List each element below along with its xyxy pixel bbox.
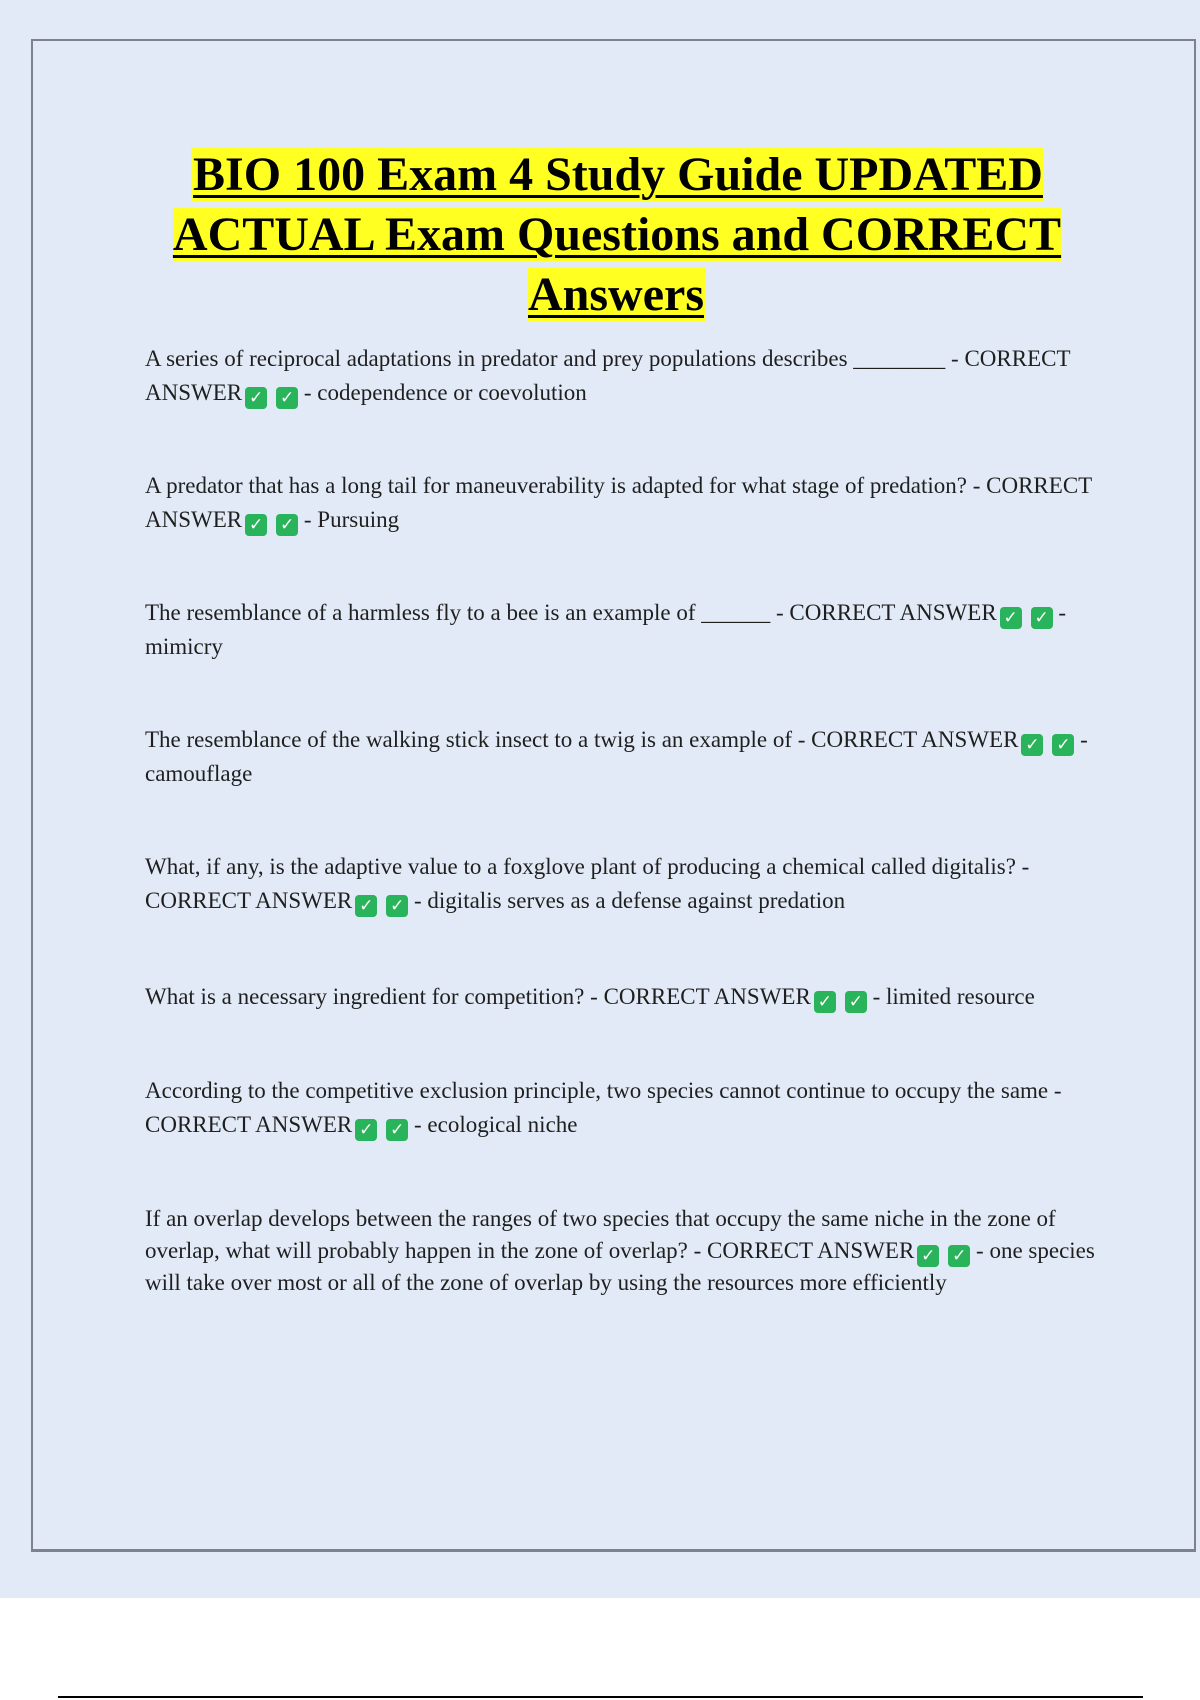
answer-text: mimicry: [145, 634, 223, 659]
qa-item-8: [145, 1203, 1095, 1299]
qa-item-6: [145, 980, 1095, 1014]
check-mark-icon: ✓: [1052, 734, 1074, 756]
qa-item-5: [145, 850, 1095, 918]
check-mark-icon: ✓: [1031, 607, 1053, 629]
check-mark-icon: ✓: [245, 387, 267, 409]
answer-label: CORRECT ANSWER: [145, 473, 1092, 532]
answer-text: ecological niche: [427, 1112, 578, 1137]
answer-label: CORRECT ANSWER: [603, 984, 811, 1009]
question-text: The resemblance of the walking stick insect to a twig is an example of -: [145, 727, 806, 752]
answer-text: camouflage: [145, 761, 253, 786]
answer-text: limited resource: [885, 984, 1035, 1009]
footer-rule: [58, 1696, 1143, 1698]
check-mark-icon: ✓: [948, 1245, 970, 1267]
check-mark-icon: ✓: [845, 991, 867, 1013]
check-mark-icon: ✓: [917, 1245, 939, 1267]
answer-label: CORRECT ANSWER: [145, 888, 353, 913]
answer-label: CORRECT ANSWER: [145, 1112, 353, 1137]
question-text: A predator that has a long tail for maneuverability is adapted for what stage of predation? -: [145, 473, 981, 498]
document-title: [140, 145, 1094, 325]
check-mark-icon: ✓: [276, 514, 298, 536]
answer-separator: -: [303, 507, 312, 532]
answer-separator: -: [303, 380, 312, 405]
answer-text: one species will take over most or all of the zone of overlap by using the resources more efficiently: [145, 1238, 1095, 1295]
question-text: If an overlap develops between the ranges of two species that occupy the same niche in the zone of overlap, what will probably happen in the zone of overlap? -: [145, 1206, 1056, 1263]
check-mark-icon: ✓: [1021, 734, 1043, 756]
check-mark-icon: ✓: [1000, 607, 1022, 629]
title-highlight: BIO 100 Exam 4 Study Guide UPDATED ACTUAL Exam Questions and CORRECT Answers: [172, 148, 1062, 321]
qa-item-2: [145, 469, 1095, 537]
qa-item-1: [145, 342, 1095, 410]
check-mark-icon: ✓: [355, 1119, 377, 1141]
check-mark-icon: ✓: [814, 991, 836, 1013]
answer-label: CORRECT ANSWER: [789, 600, 997, 625]
answer-text: codependence or coevolution: [317, 380, 587, 405]
answer-separator: -: [872, 984, 881, 1009]
check-mark-icon: ✓: [386, 895, 408, 917]
answer-text: Pursuing: [317, 507, 400, 532]
answer-label: CORRECT ANSWER: [707, 1238, 915, 1263]
answer-separator: -: [414, 1112, 422, 1137]
answer-separator: -: [976, 1238, 984, 1263]
answer-text: digitalis serves as a defense against predation: [427, 888, 846, 913]
qa-item-4: [145, 723, 1095, 791]
answer-separator: -: [1080, 727, 1088, 752]
question-text: What, if any, is the adaptive value to a foxglove plant of producing a chemical called digitalis? -: [145, 854, 1030, 879]
question-text: A series of reciprocal adaptations in predator and prey populations describes ________ -: [145, 346, 959, 371]
check-mark-icon: ✓: [386, 1119, 408, 1141]
question-text: The resemblance of a harmless fly to a bee is an example of ______ -: [145, 600, 784, 625]
check-mark-icon: ✓: [276, 387, 298, 409]
qa-item-3: [145, 596, 1095, 664]
check-mark-icon: ✓: [245, 514, 267, 536]
answer-label: CORRECT ANSWER: [811, 727, 1019, 752]
answer-label: CORRECT ANSWER: [145, 346, 1071, 405]
answer-separator: -: [1058, 600, 1067, 625]
check-mark-icon: ✓: [355, 895, 377, 917]
answer-separator: -: [414, 888, 422, 913]
qa-item-7: [145, 1074, 1095, 1142]
question-text: According to the competitive exclusion principle, two species cannot continue to occupy the same -: [145, 1078, 1062, 1103]
question-text: What is a necessary ingredient for competition? -: [145, 984, 598, 1009]
